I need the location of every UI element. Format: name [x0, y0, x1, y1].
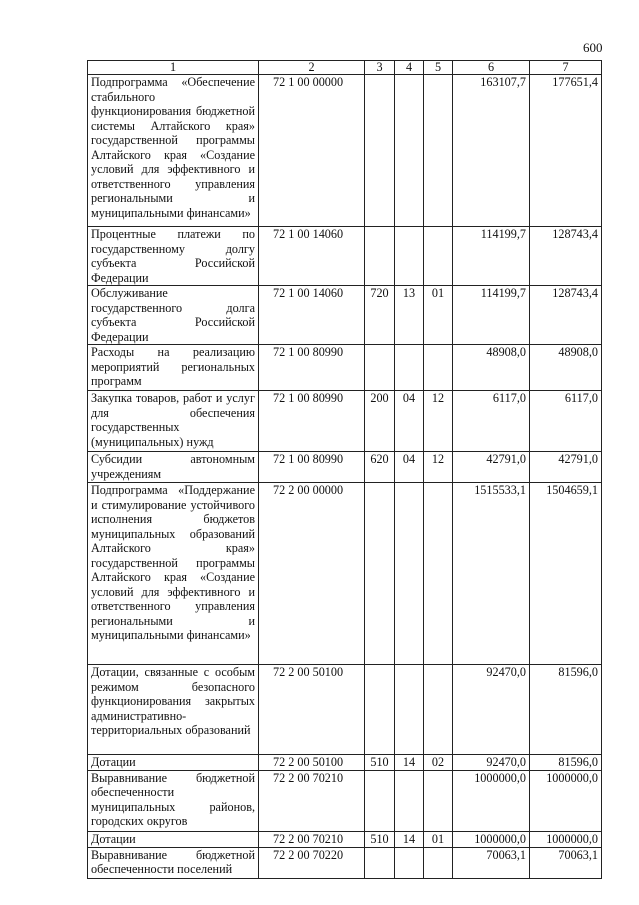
row-c7: 70063,1 [530, 847, 602, 878]
row-name: Дотации, связанные с особым режимом безопасного функционирования закрытых административно-территориальных образований [88, 665, 259, 755]
row-c5: 01 [424, 831, 453, 847]
row-c6: 92470,0 [453, 665, 530, 755]
row-c4 [395, 770, 424, 831]
row-c4: 13 [395, 286, 424, 345]
row-code: 72 2 00 70220 [259, 847, 365, 878]
row-c7: 1000000,0 [530, 770, 602, 831]
row-name: Выравнивание бюджетной обеспеченности муниципальных районов, городских округов [88, 770, 259, 831]
row-c5 [424, 345, 453, 391]
row-c6: 42791,0 [453, 452, 530, 483]
row-c6: 92470,0 [453, 755, 530, 771]
header-cell: 2 [259, 61, 365, 75]
row-code: 72 1 00 80990 [259, 452, 365, 483]
row-c5: 12 [424, 391, 453, 452]
header-cell: 5 [424, 61, 453, 75]
row-code: 72 2 00 50100 [259, 665, 365, 755]
row-c7: 128743,4 [530, 227, 602, 286]
row-code: 72 2 00 70210 [259, 770, 365, 831]
row-c7: 48908,0 [530, 345, 602, 391]
table-row [88, 755, 602, 771]
row-name: Подпрограмма «Обеспечение стабильного функционирования бюджетной системы Алтайского края» государственной программы Алтайского края «Создание условий для эффективного и ответственного управления региональными и муниципальными финансами» [88, 75, 259, 227]
row-c3: 720 [365, 286, 395, 345]
row-name: Обслуживание государственного долга субъекта Российской Федерации [88, 286, 259, 345]
row-name: Закупка товаров, работ и услуг для обеспечения государственных (муниципальных) нужд [88, 391, 259, 452]
row-c3 [365, 770, 395, 831]
row-code: 72 1 00 80990 [259, 391, 365, 452]
row-c4 [395, 75, 424, 227]
header-cell: 1 [88, 61, 259, 75]
row-code: 72 2 00 00000 [259, 483, 365, 665]
row-name: Расходы на реализацию мероприятий региональных программ [88, 345, 259, 391]
row-c4 [395, 847, 424, 878]
row-c7: 81596,0 [530, 665, 602, 755]
row-c7: 177651,4 [530, 75, 602, 227]
row-name: Субсидии автономным учреждениям [88, 452, 259, 483]
row-code: 72 1 00 14060 [259, 227, 365, 286]
row-c4: 04 [395, 391, 424, 452]
row-c3 [365, 847, 395, 878]
row-c4: 14 [395, 755, 424, 771]
header-cell: 7 [530, 61, 602, 75]
row-name: Дотации [88, 831, 259, 847]
row-c6: 6117,0 [453, 391, 530, 452]
row-name: Дотации [88, 755, 259, 771]
row-c5: 12 [424, 452, 453, 483]
table-row [88, 483, 602, 665]
row-c6: 1515533,1 [453, 483, 530, 665]
row-c4 [395, 665, 424, 755]
row-c3 [365, 665, 395, 755]
row-c7: 1000000,0 [530, 831, 602, 847]
row-c4 [395, 345, 424, 391]
row-c3 [365, 483, 395, 665]
row-c7: 6117,0 [530, 391, 602, 452]
page-number: 600 [583, 40, 603, 55]
row-c5: 02 [424, 755, 453, 771]
row-c3: 200 [365, 391, 395, 452]
row-c4: 04 [395, 452, 424, 483]
row-c7: 42791,0 [530, 452, 602, 483]
table-row [88, 227, 602, 286]
header-cell: 6 [453, 61, 530, 75]
row-c3: 620 [365, 452, 395, 483]
row-c6: 70063,1 [453, 847, 530, 878]
row-c3 [365, 227, 395, 286]
table-row [88, 345, 602, 391]
row-c4 [395, 483, 424, 665]
row-c4: 14 [395, 831, 424, 847]
table-row [88, 770, 602, 831]
row-c5 [424, 483, 453, 665]
row-c6: 48908,0 [453, 345, 530, 391]
table-row [88, 391, 602, 452]
table-row [88, 665, 602, 755]
table-row [88, 452, 602, 483]
row-code: 72 1 00 80990 [259, 345, 365, 391]
row-c6: 114199,7 [453, 227, 530, 286]
table-row [88, 847, 602, 878]
row-c5: 01 [424, 286, 453, 345]
row-c7: 128743,4 [530, 286, 602, 345]
row-c3 [365, 345, 395, 391]
table-header-row [88, 61, 602, 75]
row-c5 [424, 665, 453, 755]
row-c5 [424, 847, 453, 878]
row-c6: 163107,7 [453, 75, 530, 227]
row-c3: 510 [365, 831, 395, 847]
row-c5 [424, 770, 453, 831]
row-c7: 1504659,1 [530, 483, 602, 665]
row-code: 72 2 00 50100 [259, 755, 365, 771]
row-code: 72 1 00 14060 [259, 286, 365, 345]
table-row [88, 831, 602, 847]
row-name: Процентные платежи по государственному долгу субъекта Российской Федерации [88, 227, 259, 286]
row-c7: 81596,0 [530, 755, 602, 771]
row-c5 [424, 227, 453, 286]
row-c6: 1000000,0 [453, 831, 530, 847]
table-row [88, 286, 602, 345]
row-c3 [365, 75, 395, 227]
row-c6: 114199,7 [453, 286, 530, 345]
row-c4 [395, 227, 424, 286]
header-cell: 3 [365, 61, 395, 75]
row-code: 72 2 00 70210 [259, 831, 365, 847]
row-name: Подпрограмма «Поддержание и стимулирование устойчивого исполнения бюджетов муниципальных образований Алтайского края» государственной программы Алтайского края «Создание условий для эффективного и ответственного управления региональными и муниципальными финансами» [88, 483, 259, 665]
budget-table [87, 60, 602, 879]
table-row [88, 75, 602, 227]
row-name: Выравнивание бюджетной обеспеченности поселений [88, 847, 259, 878]
row-c3: 510 [365, 755, 395, 771]
row-c6: 1000000,0 [453, 770, 530, 831]
row-c5 [424, 75, 453, 227]
row-code: 72 1 00 00000 [259, 75, 365, 227]
header-cell: 4 [395, 61, 424, 75]
